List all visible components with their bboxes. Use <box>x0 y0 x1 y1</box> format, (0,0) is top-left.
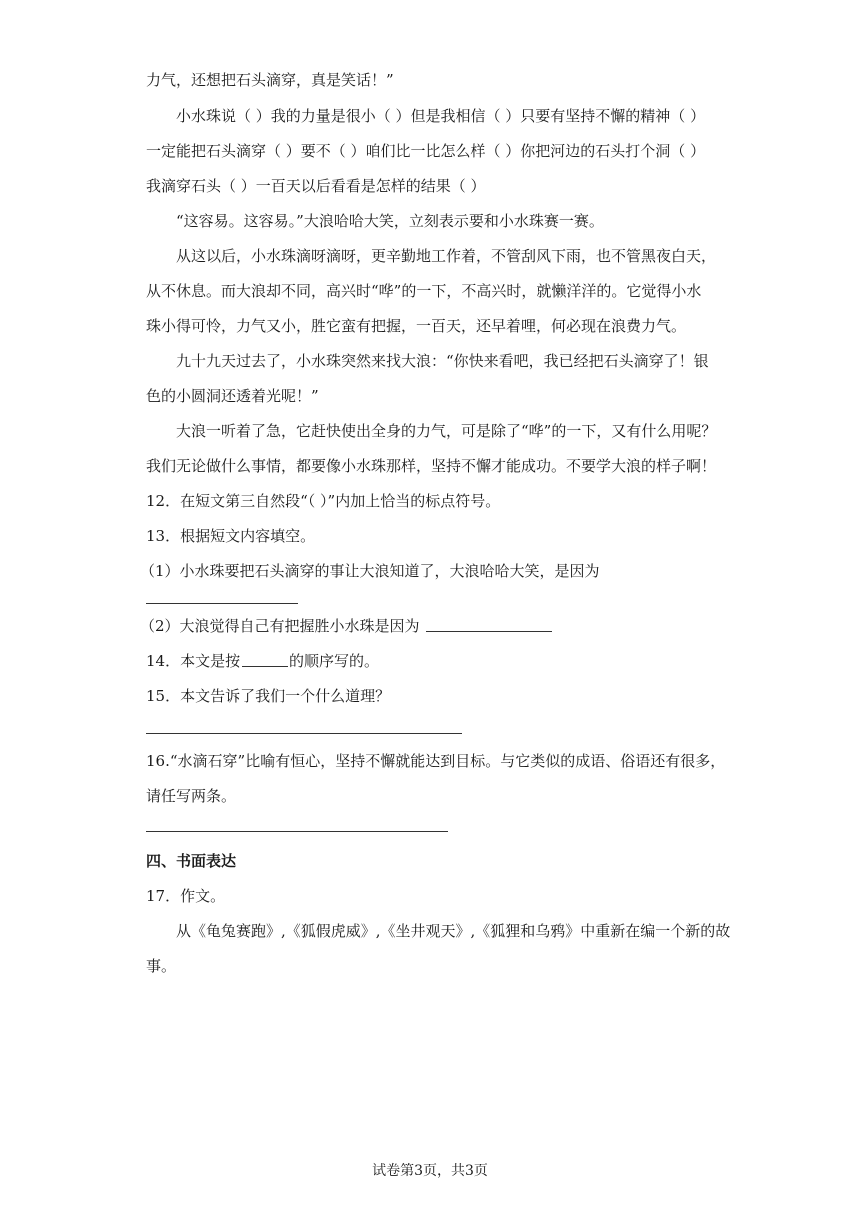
passage-line: 珠小得可怜，力气又小，胜它蛮有把握，一百天，还早着哩，何必现在浪费力气。 <box>146 317 687 335</box>
question-12: 12．在短文第三自然段“（ ）”内加上恰当的标点符号。 <box>146 492 501 510</box>
question-17-prompt-cont: 事。 <box>146 957 177 975</box>
passage-line: 力气，还想把石头滴穿，真是笑话！” <box>146 71 394 89</box>
passage-line: 我滴穿石头（ ）一百天以后看看是怎样的结果（ ） <box>146 177 486 195</box>
answer-blank-13-1[interactable] <box>146 603 298 604</box>
question-15: 15．本文告诉了我们一个什么道理？ <box>146 687 391 705</box>
passage-line: 九十九天过去了，小水珠突然来找大浪：“你快来看吧，我已经把石头滴穿了！银 <box>176 352 709 370</box>
section-heading: 四、书面表达 <box>146 852 237 870</box>
question-13-2: （2）大浪觉得自己有把握胜小水珠是因为 <box>140 617 420 635</box>
passage-line: “这容易。这容易。”大浪哈哈大笑，立刻表示要和小水珠赛一赛。 <box>176 212 604 230</box>
passage-line: 从不休息。而大浪却不同，高兴时“哗”的一下，不高兴时，就懒洋洋的。它觉得小水 <box>146 282 702 300</box>
question-16-cont: 请任写两条。 <box>146 787 237 805</box>
passage-line: 我们无论做什么事情，都要像小水珠那样，坚持不懈才能成功。不要学大浪的样子啊！ <box>146 457 717 475</box>
question-13-1: （1）小水珠要把石头滴穿的事让大浪知道了，大浪哈哈大笑，是因为 <box>140 562 600 580</box>
passage-line: 大浪一听着了急，它赶快使出全身的力气，可是除了“哗”的一下，又有什么用呢？ <box>176 422 717 440</box>
passage-line: 从这以后，小水珠滴呀滴呀，更辛勤地工作着，不管刮风下雨，也不管黑夜白天， <box>176 247 717 265</box>
answer-blank-14[interactable] <box>242 666 288 667</box>
question-17-prompt: 从《龟兔赛跑》,《狐假虎威》,《坐井观天》,《狐狸和乌鸦》中重新在编一个新的故 <box>176 922 731 940</box>
passage-line: 小水珠说（ ）我的力量是很小（ ）但是我相信（ ）只要有坚持不懈的精神（ ） <box>176 107 706 125</box>
page-footer: 试卷第3页，共3页 <box>372 1163 488 1179</box>
question-17: 17．作文。 <box>146 887 226 905</box>
answer-blank-13-2[interactable] <box>426 631 552 632</box>
question-13: 13．根据短文内容填空。 <box>146 527 316 545</box>
passage-line: 一定能把石头滴穿（ ）要不（ ）咱们比一比怎么样（ ）你把河边的石头打个洞（ ） <box>146 142 706 160</box>
answer-blank-16[interactable] <box>146 831 448 832</box>
question-16: 16.“水滴石穿”比喻有恒心，坚持不懈就能达到目标。与它类似的成语、俗语还有很多， <box>146 752 726 770</box>
passage-line: 色的小圆洞还透着光呢！” <box>146 387 319 405</box>
question-14-part-a: 14．本文是按 <box>146 652 241 670</box>
answer-blank-15[interactable] <box>146 733 462 734</box>
question-14-part-b: 的顺序写的。 <box>289 652 380 670</box>
